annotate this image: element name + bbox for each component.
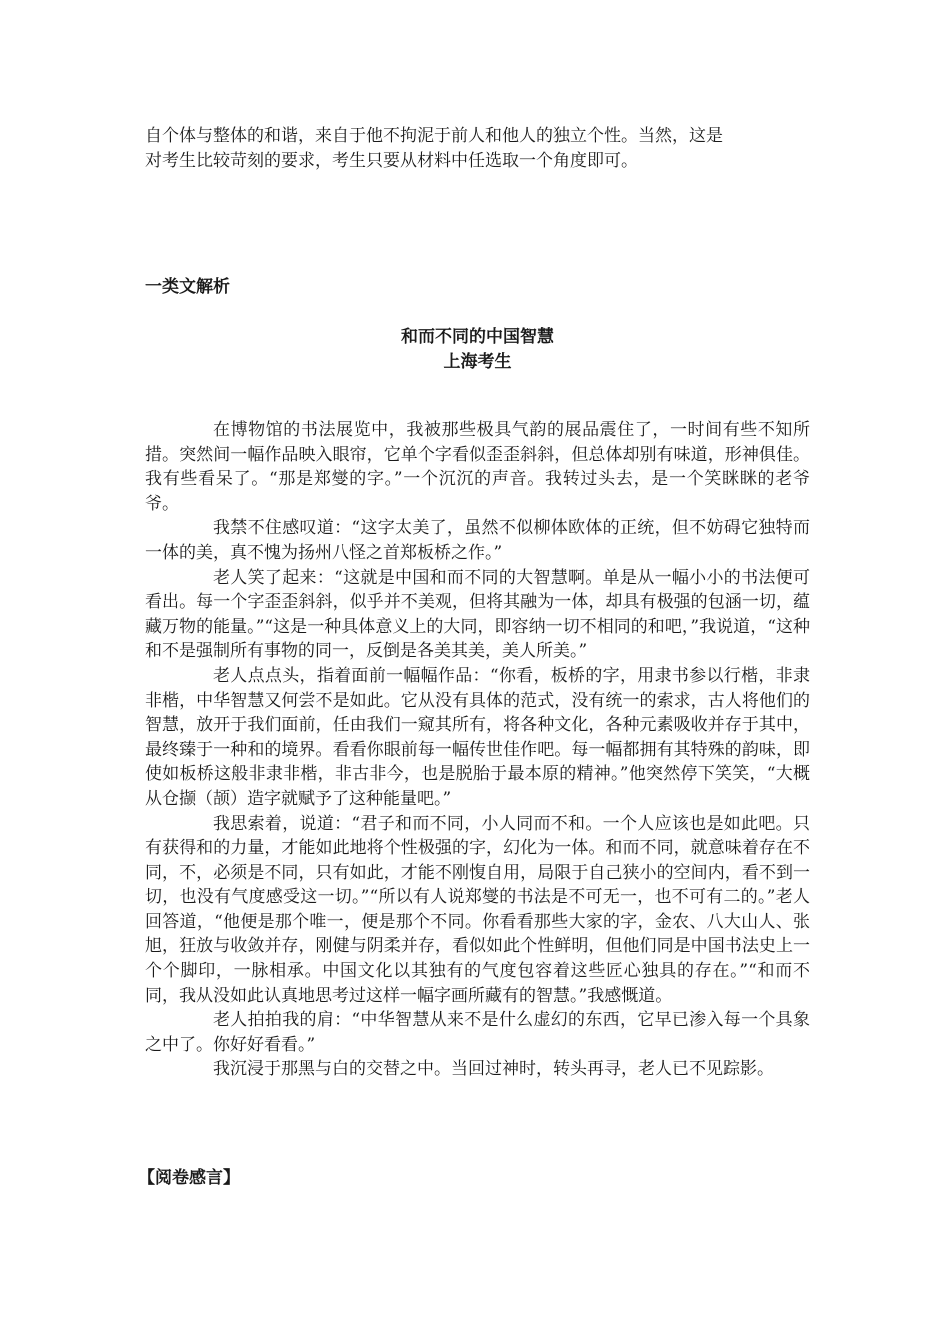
grading-remarks-heading: 【阅卷感言】 [138, 1168, 240, 1188]
essay-paragraph: 我思索着，说道：“君子和而不同，小人同而不和。一个人应该也是如此吧。只有获得和的力量，才能如此地将个性极强的字，幻化为一体。和而不同，就意味着存在不同，不，必须是不同，只有如此，才能不刚愎自用，局限于自己狭小的空间内，看不到一切，也没有气度感受这一切。”“所以有人说郑燮的书法是不可无一，也不可有二的。”老人回答道，“他便是那个唯一，便是那个不同。你看看那些大家的字，金农、八大山人、张旭，狂放与收敛并存，刚健与阴柔并存，看似如此个性鲜明，但他们同是中国书法史上一个个脚印，一脉相承。中国文化以其独有的气度包容着这些匠心独具的存在。”“和而不同，我从没如此认真地思考过这样一幅字画所藏有的智慧。”我感慨道。 [145, 813, 810, 1006]
essay-title: 和而不同的中国智慧 [401, 327, 554, 347]
essay-paragraph: 老人拍拍我的肩：“中华智慧从来不是什么虚幻的东西，它早已渗入每一个具象之中了。你好好看看。” [145, 1010, 810, 1055]
intro-line: 自个体与整体的和谐，来自于他不拘泥于前人和他人的独立个性。当然，这是 [145, 126, 723, 146]
essay-paragraph: 老人点点头，指着面前一幅幅作品：“你看，板桥的字，用隶书参以行楷，非隶非楷，中华智慧又何尝不是如此。它从没有具体的范式，没有统一的索求，古人将他们的智慧，放开于我们面前，任由我们一窥其所有，将各种文化，各种元素吸收并存于其中，最终臻于一种和的境界。看看你眼前每一幅传世佳作吧。每一幅都拥有其特殊的韵味，即使如板桥这般非隶非楷，非古非今，也是脱胎于最本原的精神。”他突然停下笑笑，“大概从仓撷（颉）造字就赋予了这种能量吧。” [145, 665, 810, 809]
section-heading: 一类文解析 [145, 277, 230, 297]
intro-paragraph [145, 124, 810, 173]
essay-paragraph: 我禁不住感叹道：“这字太美了，虽然不似柳体欧体的正统，但不妨碍它独特而一体的美，真不愧为扬州八怪之首郑板桥之作。” [145, 518, 810, 563]
essay-paragraph: 在博物馆的书法展览中，我被那些极具气韵的展品震住了，一时间有些不知所措。突然间一幅作品映入眼帘，它单个字看似歪歪斜斜，但总体却别有味道，形神俱佳。我有些看呆了。“那是郑燮的字。”一个沉沉的声音。我转过头去，是一个笑眯眯的老爷爷。 [145, 420, 810, 514]
essay-paragraph: 我沉浸于那黑与白的交替之中。当回过神时，转头再寻，老人已不见踪影。 [213, 1059, 774, 1080]
essay-author: 上海考生 [443, 352, 512, 372]
essay-body [145, 418, 810, 1082]
essay-paragraph: 老人笑了起来：“这就是中国和而不同的大智慧啊。单是从一幅小小的书法便可看出。每一个字歪歪斜斜，似乎并不美观，但将其融为一体，却具有极强的包涵一切，蕴藏万物的能量。”“这是一种具体意义上的大同，即容纳一切不相同的和吧，”我说道，“这种和不是强制所有事物的同一，反倒是各美其美，美人所美。” [145, 567, 810, 662]
intro-line: 对考生比较苛刻的要求，考生只要从材料中任选取一个角度即可。 [145, 150, 638, 171]
